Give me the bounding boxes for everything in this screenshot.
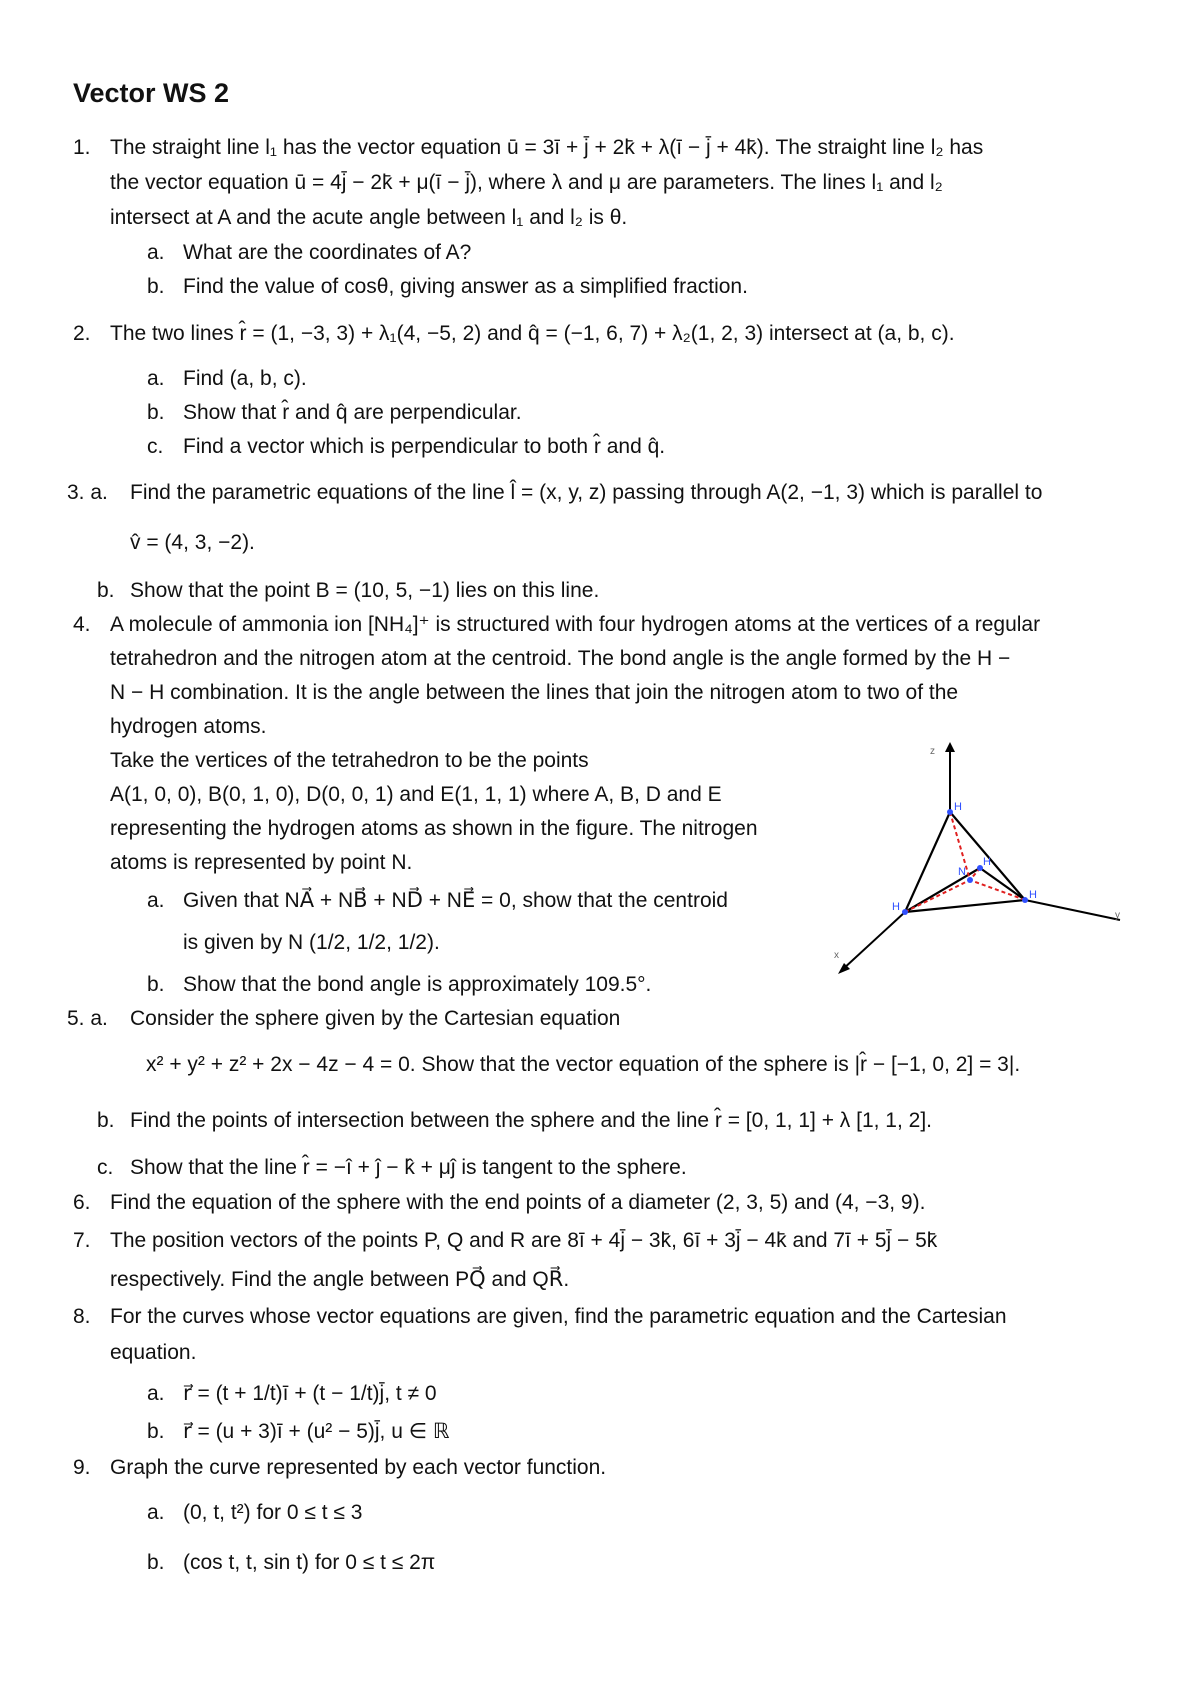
hydrogen-atom bbox=[1022, 897, 1028, 903]
y-axis bbox=[1025, 900, 1120, 920]
question-text-line: the vector equation ū = 4j̄ − 2k̄ + μ(ī − j̄), where λ and μ are parameters. The lines l₁ and l₂ bbox=[110, 171, 943, 194]
part-label: b. bbox=[147, 401, 165, 424]
question-text-line: The two lines r̂ = (1, −3, 3) + λ₁(4, −5, 2) and q̂ = (−1, 6, 7) + λ₂(1, 2, 3) intersect at (a, b, c). bbox=[110, 322, 955, 345]
question-number: 9. bbox=[73, 1456, 91, 1479]
part-label: a. bbox=[147, 889, 165, 912]
part-text: What are the coordinates of A? bbox=[183, 241, 472, 264]
question-text-line: For the curves whose vector equations are given, find the parametric equation and the Cartesian bbox=[110, 1305, 1007, 1328]
part-text: Given that NA⃗ + NB⃗ + ND⃗ + NE⃗ = 0, show that the centroid bbox=[183, 889, 728, 912]
part-label: b. bbox=[147, 973, 165, 996]
part-text: (0, t, t²) for 0 ≤ t ≤ 3 bbox=[183, 1501, 363, 1524]
question-text-line: intersect at A and the acute angle between l₁ and l₂ is θ. bbox=[110, 206, 628, 229]
part-label: a. bbox=[147, 367, 165, 390]
question-text-line: equation. bbox=[110, 1341, 197, 1364]
question-text-line: N − H combination. It is the angle between the lines that join the nitrogen atom to two of the bbox=[110, 681, 959, 704]
question-text-line: respectively. Find the angle between PQ⃗ and QR⃗. bbox=[110, 1268, 570, 1291]
z-axis-label: z bbox=[930, 746, 935, 757]
question-number: 3. a. bbox=[67, 481, 108, 504]
part-text: Show that r̂ and q̂ are perpendicular. bbox=[183, 401, 522, 424]
question-text-line: Consider the sphere given by the Cartesian equation bbox=[130, 1007, 621, 1030]
part-text: (cos t, t, sin t) for 0 ≤ t ≤ 2π bbox=[183, 1551, 436, 1574]
part-text: Show that the point B = (10, 5, −1) lies on this line. bbox=[130, 579, 600, 602]
question-text-line: hydrogen atoms. bbox=[110, 715, 267, 738]
z-axis-arrow bbox=[945, 742, 955, 752]
part-label: a. bbox=[147, 1501, 165, 1524]
question-text-line: v̂ = (4, 3, −2). bbox=[130, 531, 255, 554]
atom-label: N bbox=[958, 866, 966, 878]
part-label: b. bbox=[97, 579, 115, 602]
hydrogen-atom bbox=[902, 909, 908, 915]
part-label: c. bbox=[147, 435, 164, 458]
tetra-edge bbox=[905, 812, 950, 912]
part-label: b. bbox=[147, 1420, 165, 1443]
part-text: Find the points of intersection between the sphere and the line r̂ = [0, 1, 1] + λ [1, 1, 2]. bbox=[130, 1109, 932, 1132]
question-text-line: A(1, 0, 0), B(0, 1, 0), D(0, 0, 1) and E(1, 1, 1) where A, B, D and E bbox=[110, 783, 722, 806]
part-text: is given by N (1/2, 1/2, 1/2). bbox=[183, 931, 440, 954]
question-text-line: representing the hydrogen atoms as shown in the figure. The nitrogen bbox=[110, 817, 758, 840]
question-number: 5. a. bbox=[67, 1007, 108, 1030]
worksheet-title: Vector WS 2 bbox=[73, 78, 230, 108]
atom-label: H bbox=[954, 801, 962, 813]
part-text: Find a vector which is perpendicular to both r̂ and q̂. bbox=[183, 435, 666, 458]
part-text: Show that the bond angle is approximately 109.5°. bbox=[183, 973, 652, 996]
question-text-line: Find the parametric equations of the line l̂ = (x, y, z) passing through A(2, −1, 3) which is parallel to bbox=[130, 481, 1043, 504]
question-text-line: tetrahedron and the nitrogen atom at the centroid. The bond angle is the angle formed by the H − bbox=[110, 647, 1011, 670]
atom-label: H bbox=[892, 901, 900, 913]
tetrahedron-figure bbox=[830, 740, 1130, 980]
question-text-line: The straight line l₁ has the vector equation ū = 3ī + j̄ + 2k̄ + λ(ī − j̄ + 4k̄). The straight line l₂ has bbox=[110, 136, 984, 159]
question-text-line: A molecule of ammonia ion [NH₄]⁺ is structured with four hydrogen atoms at the vertices of a regular bbox=[110, 613, 1041, 636]
question-text-line: atoms is represented by point N. bbox=[110, 851, 413, 874]
question-text-line: The position vectors of the points P, Q and R are 8ī + 4j̄ − 3k̄, 6ī + 3j̄ − 4k̄ and 7ī + 5j̄ − 5k̄ bbox=[110, 1229, 938, 1252]
question-number: 6. bbox=[73, 1191, 91, 1214]
question-number: 8. bbox=[73, 1305, 91, 1328]
x-axis-label: x bbox=[834, 950, 839, 961]
question-number: 2. bbox=[73, 322, 91, 345]
part-text: Find the value of cosθ, giving answer as a simplified fraction. bbox=[183, 275, 748, 298]
question-text-line: Find the equation of the sphere with the end points of a diameter (2, 3, 5) and (4, −3, 9). bbox=[110, 1191, 926, 1214]
part-label: c. bbox=[97, 1156, 114, 1179]
part-label: b. bbox=[147, 275, 165, 298]
hydrogen-atom bbox=[947, 809, 953, 815]
part-label: b. bbox=[97, 1109, 115, 1132]
part-text: Find (a, b, c). bbox=[183, 367, 307, 390]
atom-label: H bbox=[1029, 889, 1037, 901]
question-text-line: Graph the curve represented by each vector function. bbox=[110, 1456, 607, 1479]
question-text-line: Take the vertices of the tetrahedron to be the points bbox=[110, 749, 589, 772]
question-number: 1. bbox=[73, 136, 91, 159]
part-text: r⃗ = (t + 1/t)ī + (t − 1/t)j̄, t ≠ 0 bbox=[183, 1382, 437, 1405]
question-number: 7. bbox=[73, 1229, 91, 1252]
part-label: b. bbox=[147, 1551, 165, 1574]
part-label: a. bbox=[147, 241, 165, 264]
part-text: r⃗ = (u + 3)ī + (u² − 5)j̄, u ∈ ℝ bbox=[183, 1420, 450, 1443]
part-label: a. bbox=[147, 1382, 165, 1405]
y-axis-label: y bbox=[1115, 910, 1120, 921]
x-axis bbox=[842, 912, 905, 970]
question-number: 4. bbox=[73, 613, 91, 636]
atom-label: H bbox=[983, 856, 991, 868]
part-text: Show that the line r̂ = −î + ĵ − k̂ + μĵ is tangent to the sphere. bbox=[130, 1156, 687, 1179]
nitrogen-atom bbox=[967, 877, 973, 883]
question-text-line: x² + y² + z² + 2x − 4z − 4 = 0. Show that the vector equation of the sphere is |r̂ − [−1, 0, 2] = 3|. bbox=[146, 1053, 1021, 1076]
